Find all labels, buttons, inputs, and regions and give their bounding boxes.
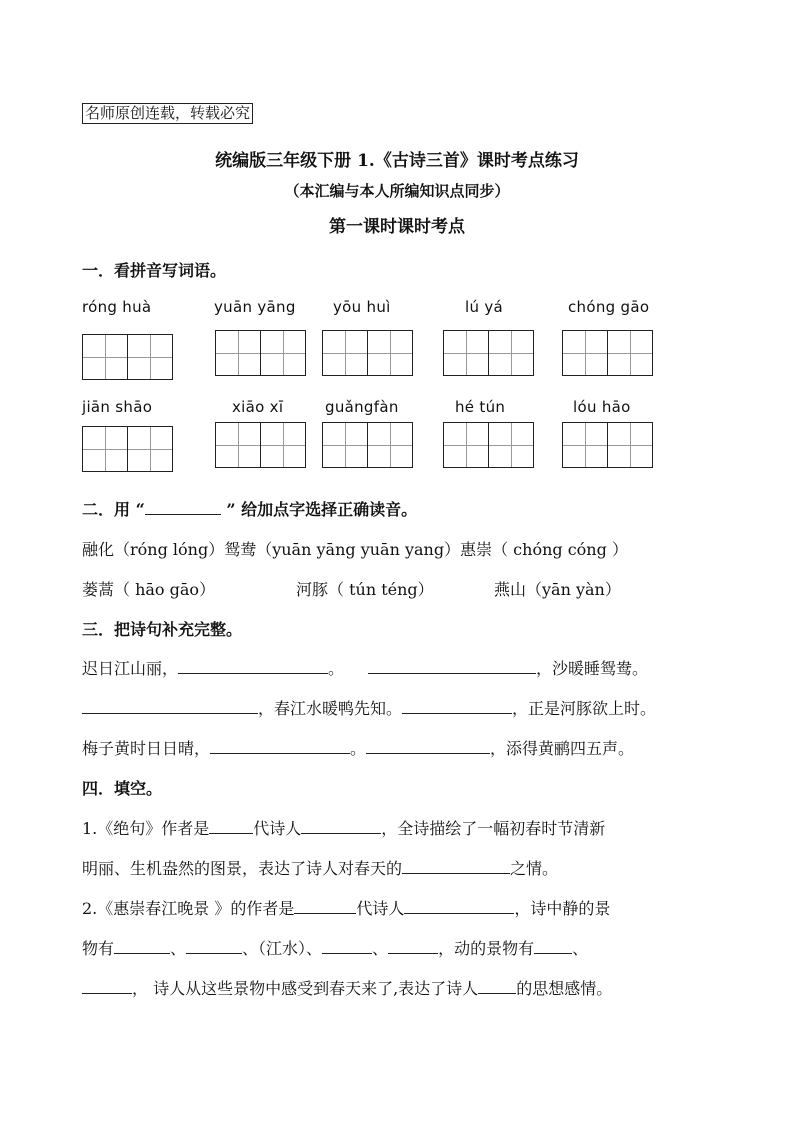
section-2-heading — [82, 497, 417, 520]
page-subtitle: （本汇编与本人所编知识点同步） — [284, 182, 510, 200]
answer-blank[interactable] — [210, 739, 350, 754]
copyright-stamp: 名师原创连载，转载必究 — [82, 103, 253, 124]
writing-grid[interactable] — [322, 330, 413, 376]
fill-question-2-end — [82, 976, 612, 999]
answer-blank[interactable] — [178, 659, 328, 674]
section-1-heading: 一．看拼音写词语。 — [82, 261, 227, 280]
answer-blank[interactable] — [186, 939, 242, 954]
fill-question-1 — [82, 816, 605, 839]
answer-blank[interactable] — [294, 899, 356, 914]
question-text: 物有 — [82, 939, 115, 958]
poem-line — [82, 656, 648, 679]
question-text: 、（江水）、 — [242, 939, 323, 958]
poem-text: 迟日江山丽， — [82, 659, 179, 678]
section-3-heading: 三．把诗句补充完整。 — [82, 620, 243, 639]
writing-grid[interactable] — [215, 330, 306, 376]
writing-grid[interactable] — [443, 422, 534, 468]
fill-question-2-cont — [82, 936, 588, 959]
writing-grid[interactable] — [82, 426, 173, 472]
answer-blank[interactable] — [534, 939, 572, 954]
poem-line — [82, 696, 656, 719]
question-text: 的思想感情。 — [516, 979, 613, 998]
pinyin-label: hé tún — [455, 398, 506, 416]
pinyin-label: lú yá — [465, 298, 504, 316]
section-4-heading: 四．填空。 — [82, 779, 163, 798]
pinyin-label: yōu huì — [333, 298, 391, 316]
question-text: 代诗人 — [253, 819, 302, 838]
question-text: ， 诗人从这些景物中感受到春天来了,表达了诗人 — [132, 979, 479, 998]
poem-text: ，正是河豚欲上时。 — [512, 699, 657, 718]
answer-blank[interactable] — [402, 859, 510, 874]
page-title: 统编版三年级下册 1.《古诗三首》课时考点练习 — [215, 151, 579, 171]
reading-choice-line: 融化（róng lóng）鸳鸯（yuān yāng yuān yang）惠崇（ chóng cóng ） — [82, 540, 628, 559]
question-text: 代诗人 — [356, 899, 405, 918]
pinyin-label: guǎngfàn — [325, 398, 399, 416]
pinyin-label: chóng gāo — [568, 298, 650, 316]
answer-blank[interactable] — [322, 939, 372, 954]
answer-blank[interactable] — [82, 979, 132, 994]
fill-question-1-cont — [82, 856, 558, 879]
answer-blank[interactable] — [402, 699, 512, 714]
reading-choice-item: 蒌蒿（ hāo gāo） — [82, 580, 216, 599]
writing-grid[interactable] — [443, 330, 534, 376]
answer-blank[interactable] — [301, 819, 381, 834]
answer-blank[interactable] — [82, 699, 258, 714]
question-text: ，动的景物有 — [438, 939, 535, 958]
underline-sample — [145, 500, 221, 515]
pinyin-label: róng huà — [82, 298, 152, 316]
answer-blank[interactable] — [478, 979, 516, 994]
answer-blank[interactable] — [388, 939, 438, 954]
poem-text: ，添得黄鹂四五声。 — [490, 739, 635, 758]
question-text: 、 — [572, 939, 589, 958]
answer-blank[interactable] — [366, 739, 490, 754]
writing-grid[interactable] — [215, 422, 306, 468]
question-text: 、 — [170, 939, 187, 958]
question-text: 明丽、生机盎然的图景，表达了诗人对春天的 — [82, 859, 403, 878]
answer-blank[interactable] — [114, 939, 170, 954]
poem-text: 。 — [350, 739, 367, 758]
writing-grid[interactable] — [82, 334, 173, 380]
pinyin-label: lóu hāo — [573, 398, 631, 416]
section-2-heading-post: ” 给加点字选择正确读音。 — [220, 500, 418, 519]
writing-grid[interactable] — [562, 330, 653, 376]
answer-blank[interactable] — [209, 819, 253, 834]
poem-line — [82, 736, 634, 759]
answer-blank[interactable] — [368, 659, 536, 674]
question-text: 、 — [372, 939, 389, 958]
reading-choice-item: 燕山（yān yàn） — [494, 580, 621, 599]
lesson-title: 第一课时课时考点 — [329, 217, 465, 237]
poem-text: 。 — [328, 659, 345, 678]
fill-question-2 — [82, 896, 610, 919]
poem-text: ，春江水暖鸭先知。 — [258, 699, 403, 718]
writing-grid[interactable] — [562, 422, 653, 468]
section-2-heading-pre: 二．用 “ — [82, 500, 145, 519]
question-text: 1.《绝句》作者是 — [82, 819, 210, 838]
pinyin-label: xiāo xī — [232, 398, 284, 416]
pinyin-label: yuān yāng — [214, 298, 296, 316]
question-text: ，诗中静的景 — [514, 899, 611, 918]
reading-choice-item: 河豚（ tún téng） — [296, 580, 434, 599]
question-text: ，全诗描绘了一幅初春时节清新 — [381, 819, 606, 838]
answer-blank[interactable] — [404, 899, 514, 914]
writing-grid[interactable] — [322, 422, 413, 468]
poem-text: ，沙暖睡鸳鸯。 — [536, 659, 649, 678]
question-text: 之情。 — [510, 859, 559, 878]
pinyin-label: jiān shāo — [82, 398, 153, 416]
poem-text: 梅子黄时日日晴， — [82, 739, 211, 758]
question-text: 2.《惠崇春江晚景 》的作者是 — [82, 899, 295, 918]
